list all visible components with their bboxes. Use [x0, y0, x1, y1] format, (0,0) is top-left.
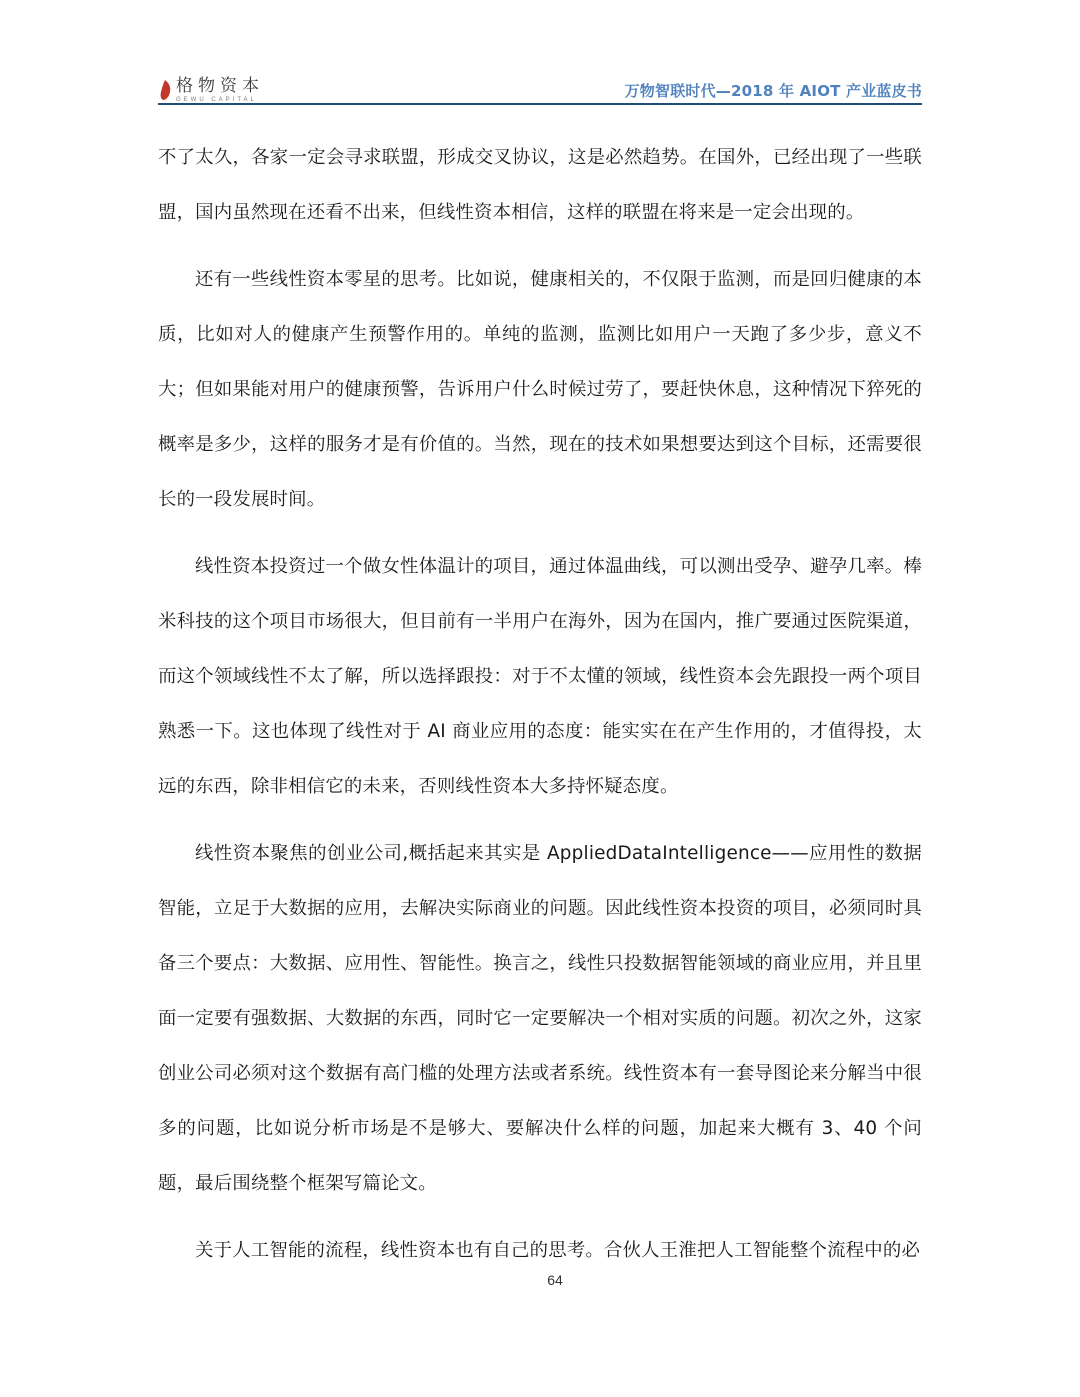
paragraph-3: 线性资本投资过一个做女性体温计的项目，通过体温曲线，可以测出受孕、避孕几率。棒米科技的这个项目市场很大，但目前有一半用户在海外，因为在国内，推广要通过医院渠道，而这个领域线性不太了解，所以选择跟投：对于不太懂的领域，线性资本会先跟投一两个项目熟悉一下。这也体现了线性对于 AI 商业应用的态度：能实实在在产生作用的，才值得投，太远的东西，除非相信它的未来，否则线性资本大多持怀疑态度。: [158, 556, 922, 797]
logo-seal-icon: [158, 79, 172, 101]
paragraph-2: 还有一些线性资本零星的思考。比如说，健康相关的，不仅限于监测，而是回归健康的本质，比如对人的健康产生预警作用的。单纯的监测，监测比如用户一天跑了多少步，意义不大；但如果能对用户的健康预警，告诉用户什么时候过劳了，要赶快休息，这种情况下猝死的概率是多少，这样的服务才是有价值的。当然，现在的技术如果想要达到这个目标，还需要很长的一段发展时间。: [158, 269, 922, 510]
paragraph-1: 不了太久，各家一定会寻求联盟，形成交叉协议，这是必然趋势。在国外，已经出现了一些联盟，国内虽然现在还看不出来，但线性资本相信，这样的联盟在将来是一定会出现的。: [158, 147, 922, 223]
header-divider: [158, 103, 922, 105]
paragraph-4: 线性资本聚焦的创业公司,概括起来其实是 AppliedDataIntelligence——应用性的数据智能，立足于大数据的应用，去解决实际商业的问题。因此线性资本投资的项目，必须同时具备三个要点：大数据、应用性、智能性。换言之，线性只投数据智能领域的商业应用，并且里面一定要有强数据、大数据的东西，同时它一定要解决一个相对实质的问题。初次之外，这家创业公司必须对这个数据有高门槛的处理方法或者系统。线性资本有一套导图论来分解当中很多的问题，比如说分析市场是不是够大、要解决什么样的问题，加起来大概有 3、40 个问题，最后围绕整个框架写篇论文。: [158, 843, 922, 1194]
logo-subtitle: GEWU CAPITAL: [176, 96, 257, 103]
body-text: [158, 130, 922, 1290]
page-header: [158, 72, 922, 106]
page-number: 64: [547, 1272, 563, 1288]
document-title: 万物智联时代—2018 年 AIOT 产业蓝皮书: [624, 82, 922, 100]
logo-name: 格物资本: [176, 75, 264, 96]
paragraph-5: 关于人工智能的流程，线性资本也有自己的思考。合伙人王淮把人工智能整个流程中的必: [195, 1240, 921, 1261]
logo: [158, 76, 264, 104]
